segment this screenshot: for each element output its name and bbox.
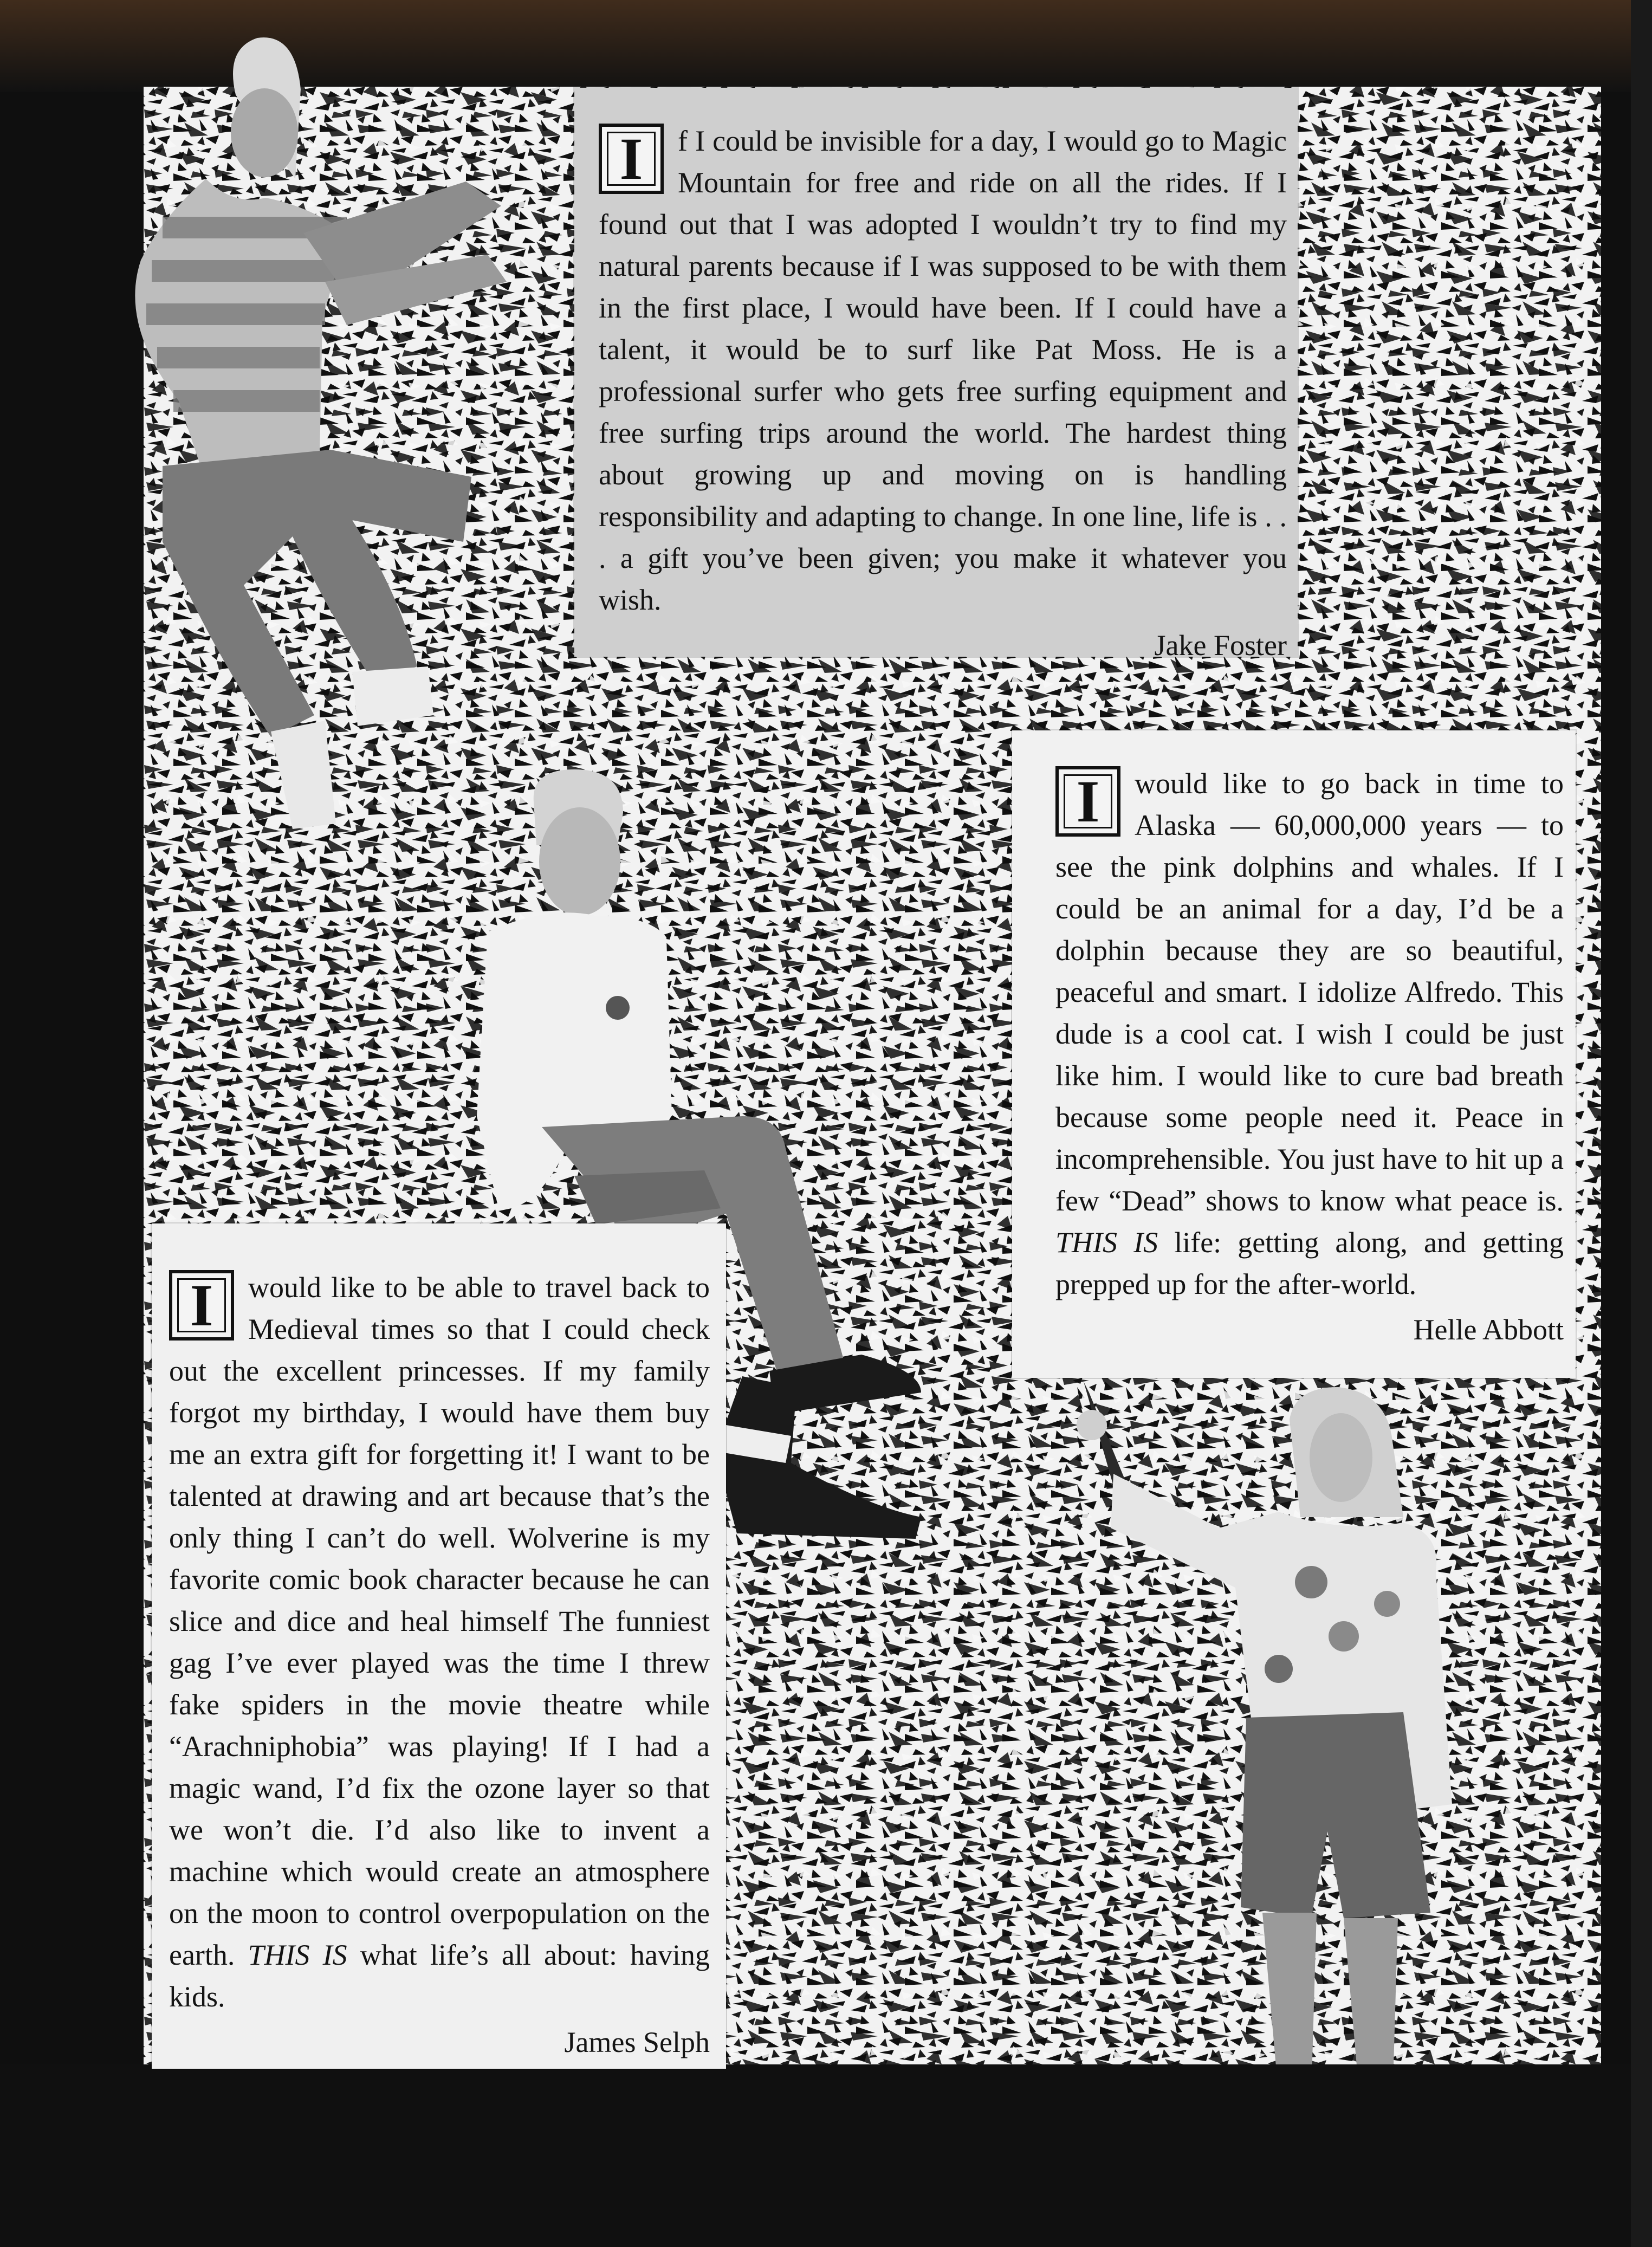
drop-cap-initial: I: [599, 124, 664, 194]
author-signature: Helle Abbott: [1413, 1313, 1564, 1346]
quote-emphasis: THIS IS: [248, 1939, 347, 1971]
quote-box-james-selph: [152, 1223, 726, 2069]
quote-text-main: would like to go back in time to Alaska — 60,000,000 years — to see the pink dolphins and whales. If I could be an animal for a day, I’d be a dolphin because they are so beautiful, peaceful and smart. I idolize Alfredo. This dude is a cool cat. I wish I could be just like him. I would like to cure bad breath because some people need it. Peace in incomprehensible. You just have to hit up a few “Dead” shows to know what peace is.: [1055, 767, 1564, 1217]
quote-box-jake-foster: [574, 88, 1298, 662]
author-signature: Jake Foster: [1154, 629, 1287, 662]
quote-emphasis: THIS IS: [1055, 1226, 1158, 1259]
page-right-edge: [1631, 0, 1652, 2247]
quote-box-helle-abbott: [1012, 730, 1576, 1378]
page-bottom-shadow: [0, 2064, 1652, 2247]
quote-text-closing: life: getting along, and getting prepped up for the after-world.: [1055, 1226, 1564, 1300]
quote-text: f I could be invisible for a day, I would go to Magic Mountain for free and ride on all the rides. If I found out that I was adopted I wouldn’t try to find my natural parents because if I was supposed to be with them in the first place, I would have been. If I could have a talent, it would be to surf like Pat Moss. He is a professional surfer who gets free surfing equipment and free surfing trips around the world. The hardest thing about growing up and moving on is handling responsibility and adapting to change. In one line, life is . . . a gift you’ve been given; you make it whatever you wish.: [599, 125, 1287, 616]
drop-cap-initial: I: [169, 1270, 234, 1341]
quote-text-closing: what life’s all about: having kids.: [169, 1939, 710, 2013]
quote-text: [169, 1267, 710, 2018]
quote-text: [1055, 763, 1564, 1305]
quote-text-main: would like to be able to travel back to Medieval times so that I could check out the excellent princesses. If my family forgot my birthday, I would have them buy me an extra gift for forgetting it! I want to be talented at drawing and art because that’s the only thing I can’t do well. Wolverine is my favorite comic book character because he can slice and dice and heal himself The funniest gag I’ve ever played was the time I threw fake spiders in the movie theatre while “Arachniphobia” was playing! If I had a magic wand, I’d fix the ozone layer so that we won’t die. I’d also like to invent a machine which would create an atmosphere on the moon to control overpopulation on the earth.: [169, 1271, 710, 1971]
drop-cap-initial: I: [1055, 766, 1120, 837]
author-signature: James Selph: [564, 2026, 710, 2058]
